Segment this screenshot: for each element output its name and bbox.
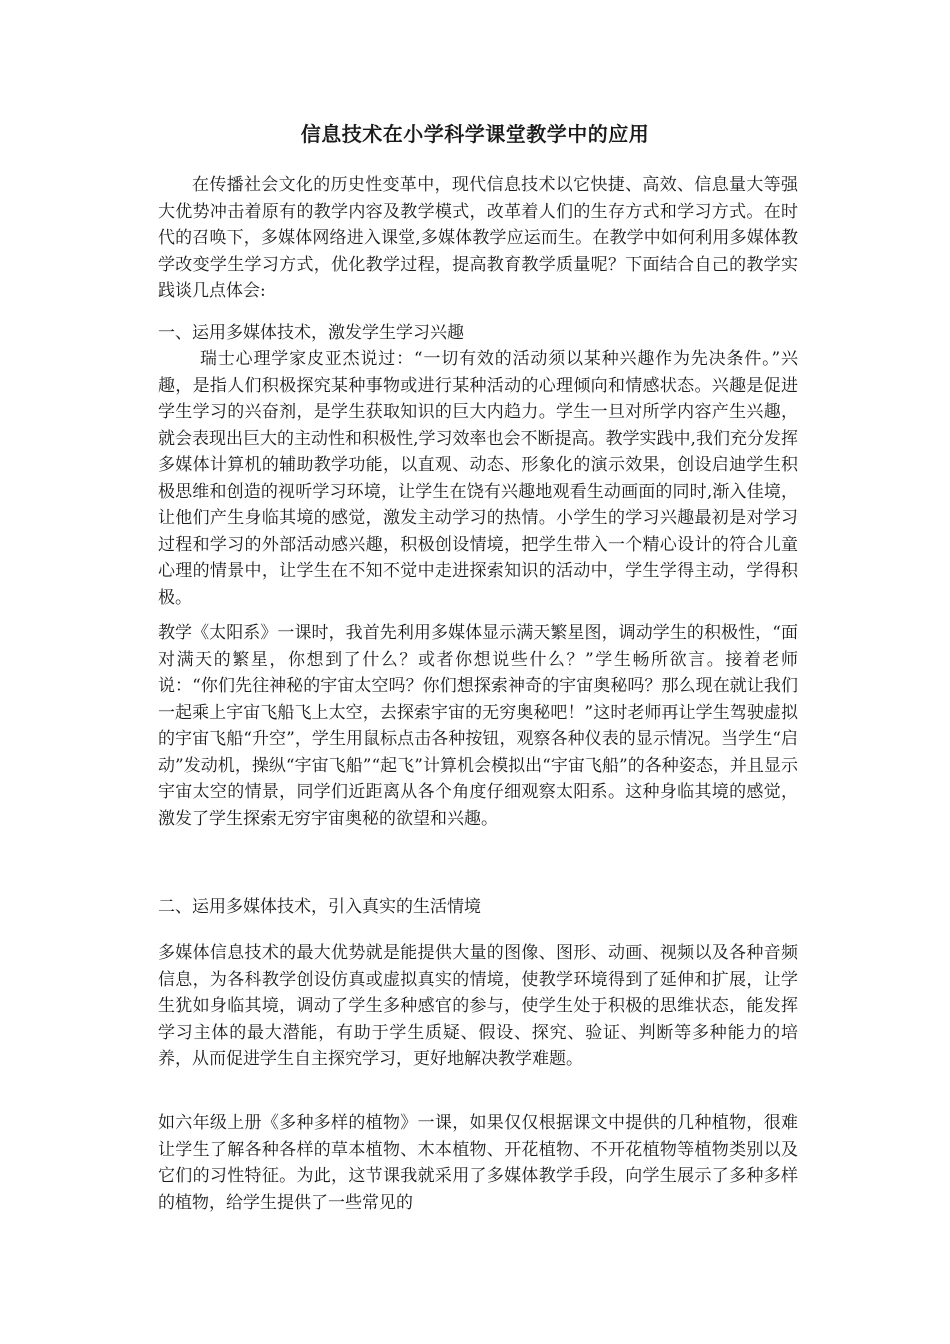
document-title: 信息技术在小学科学课堂教学中的应用 xyxy=(300,122,650,146)
section-1-heading: 一、运用多媒体技术，激发学生学习兴趣 xyxy=(158,323,464,343)
section-2-paragraph-1: 多媒体信息技术的最大优势就是能提供大量的图像、图形、动画、视频以及各种音频信息，为各科教学创设仿真或虚拟真实的情境，使教学环境得到了延伸和扩展，让学生犹如身临其境，调动了学生多种感官的参与，使学生处于积极的思维状态，能发挥学习主体的最大潜能，有助于学生质疑、假设、探究、验证、判断等多种能力的培养，从而促进学生自主探究学习，更好地解决教学难题。 xyxy=(158,943,798,1069)
section-1-paragraph-2: 教学《太阳系》一课时，我首先利用多媒体显示满天繁星图，调动学生的积极性，“面对满天的繁星，你想到了什么？或者你想说些什么？”学生畅所欲言。接着老师说：“你们先往神秘的宇宙太空吗？你们想探索神奇的宇宙奥秘吗？那么现在就让我们一起乘上宇宙飞船飞上太空，去探索宇宙的无穷奥秘吧！”这时老师再让学生驾驶虚拟的宇宙飞船“升空”，学生用鼠标点击各种按钮，观察各种仪表的显示情况。当学生“启动”发动机，操纵“宇宙飞船”“起飞”计算机会模拟出“宇宙飞船”的各种姿态，并且显示宇宙太空的情景，同学们近距离从各个角度仔细观察太阳系。这种身临其境的感觉，激发了学生探索无穷宇宙奥秘的欲望和兴趣。 xyxy=(158,623,798,829)
section-2-paragraph-2: 如六年级上册《多种多样的植物》一课，如果仅仅根据课文中提供的几种植物，很难让学生了解各种各样的草本植物、木本植物、开花植物、不开花植物等植物类别以及它们的习性特征。为此，这节课我就采用了多媒体教学手段，向学生展示了多种多样的植物，给学生提供了一些常见的 xyxy=(158,1113,798,1213)
intro-paragraph: 在传播社会文化的历史性变革中，现代信息技术以它快捷、高效、信息量大等强大优势冲击着原有的教学内容及教学模式，改革着人们的生存方式和学习方式。在时代的召唤下，多媒体网络进入课堂,多媒体教学应运而生。在教学中如何利用多媒体教学改变学生学习方式，优化教学过程，提高教育教学质量呢？下面结合自己的教学实践谈几点体会: xyxy=(158,175,798,301)
section-1-paragraph-1: 瑞士心理学家皮亚杰说过：“一切有效的活动须以某种兴趣作为先决条件。”兴趣，是指人们积极探究某种事物或进行某种活动的心理倾向和情感状态。兴趣是促进学生学习的兴奋剂，是学生获取知识的巨大内趋力。学生一旦对所学内容产生兴趣，就会表现出巨大的主动性和积极性,学习效率也会不断提高。教学实践中,我们充分发挥多媒体计算机的辅助教学功能，以直观、动态、形象化的演示效果，创设启迪学生积极思维和创造的视听学习环境，让学生在饶有兴趣地观看生动画面的同时,渐入佳境，让他们产生身临其境的感觉，激发主动学习的热情。小学生的学习兴趣最初是对学习过程和学习的外部活动感兴趣，积极创设情境，把学生带入一个精心设计的符合儿童心理的情景中，让学生在不知不觉中走进探索知识的活动中，学生学得主动，学得积极。 xyxy=(158,349,798,608)
section-2-heading: 二、运用多媒体技术，引入真实的生活情境 xyxy=(158,897,481,917)
